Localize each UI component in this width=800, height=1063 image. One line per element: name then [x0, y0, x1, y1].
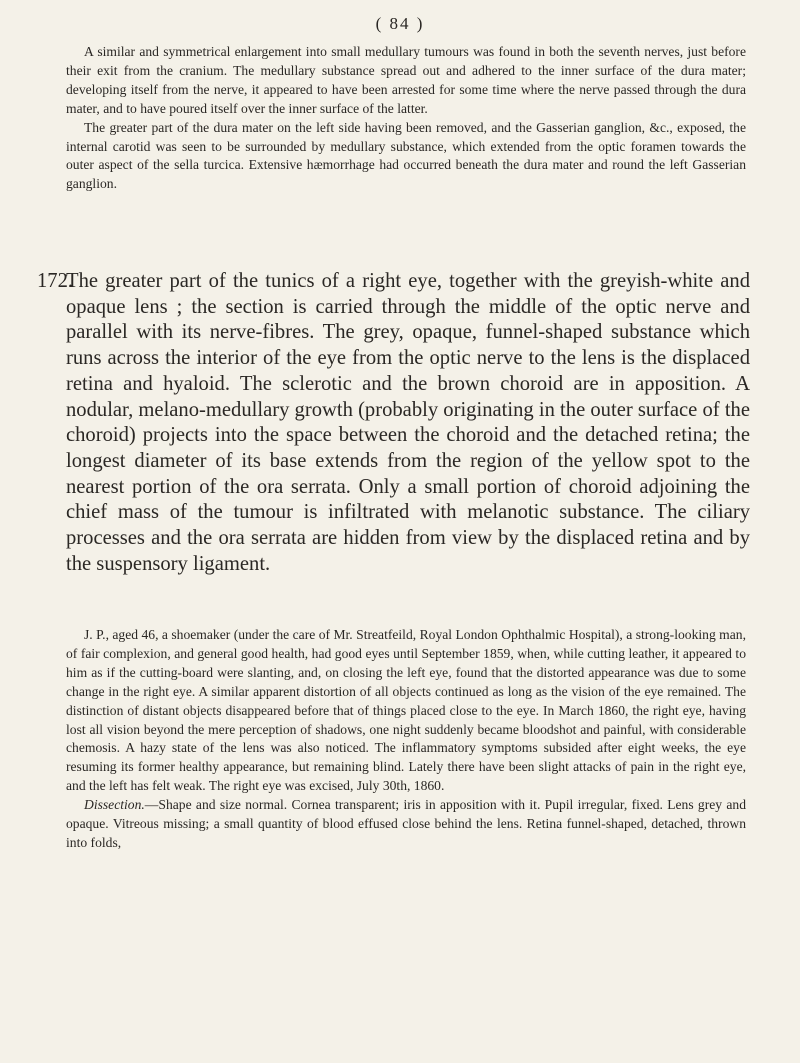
page-number: ( 84 ) — [375, 14, 425, 33]
top-text-block — [66, 43, 746, 194]
case-text: The greater part of the tunics of a right eye, together with the greyish-white and opaque lens ; the section is carried through the middle of the optic nerve and parallel with its nerve-fibres. The grey, opaque, funnel-shaped substance which runs across the interior of the eye from the optic nerve to the lens is the displaced retina and hyaloid. The sclerotic and the brown choroid are in apposition. A nodular, melano-medullary growth (probably originating in the outer surface of the choroid) projects into the space between the choroid and the detached retina; the longest diameter of its base extends from the region of the yellow spot to the nearest portion of the ora serrata. Only a small portion of choroid adjoining the chief mass of the tumour is infiltrated with melanotic substance. The ciliary processes and the ora serrata are hidden from view by the displaced retina and by the suspensory ligament. — [66, 270, 750, 575]
paragraph-gasserian-ganglion: The greater part of the dura mater on the left side having been removed, and the Gasserian ganglion, &c., exposed, the internal carotid was seen to be surrounded by medullary substance, which extended from the optic foramen towards the outer aspect of the sella turcica. Extensive hæmorrhage had occurred beneath the dura mater and round the left Gasserian ganglion. — [66, 119, 746, 192]
paragraph-seventh-nerves: A similar and symmetrical enlargement into small medullary tumours was found in both the seventh nerves, just before their exit from the cranium. The medullary substance spread out and adhered to the inner surface of the dura mater; developing itself from the nerve, it appeared to have been arrested for some time where the nerve passed through the dura mater, and to have poured itself over the inner surface of the latter. — [66, 44, 746, 116]
case-history-paragraph: J. P., aged 46, a shoemaker (under the care of Mr. Streatfeild, Royal London Ophthalmic Hospital), a strong-looking man, of fair complexion, and general good health, had good eyes until September 1859, when, while cutting leather, it appeared to him as if the cutting-board were slanting, and, on closing the left eye, found that the distorted appearance was due to some change in the right eye. A similar apparent distortion of all objects continued as long as the vision of the eye remained. The distinction of distant objects disappeared before that of things placed close to the eye. In March 1860, the right eye, having lost all vision beyond the mere perception of shadows, one night suddenly became bloodshot and painful, with considerable chemosis. A hazy state of the lens was also noticed. The inflammatory symptoms subsided after eight weeks, the eye resuming its former healthy appearance, but remaining blind. Lately there have been slight attacks of pain in the right eye, and the left has felt weak. The right eye was excised, July 30th, 1860. — [66, 627, 746, 794]
dissection-paragraph — [66, 796, 746, 853]
dissection-label: Dissection. — [84, 797, 145, 813]
dissection-text: —Shape and size normal. Cornea transparent; iris in apposition with it. Pupil irregular, fixed. Lens grey and opaque. Vitreous missing; a small quantity of blood effused close behind the lens. Retina funnel-shaped, detached, thrown into folds, — [66, 797, 746, 850]
case-description — [37, 269, 750, 577]
case-number: 172. — [37, 270, 74, 292]
case-history-block — [66, 626, 746, 853]
